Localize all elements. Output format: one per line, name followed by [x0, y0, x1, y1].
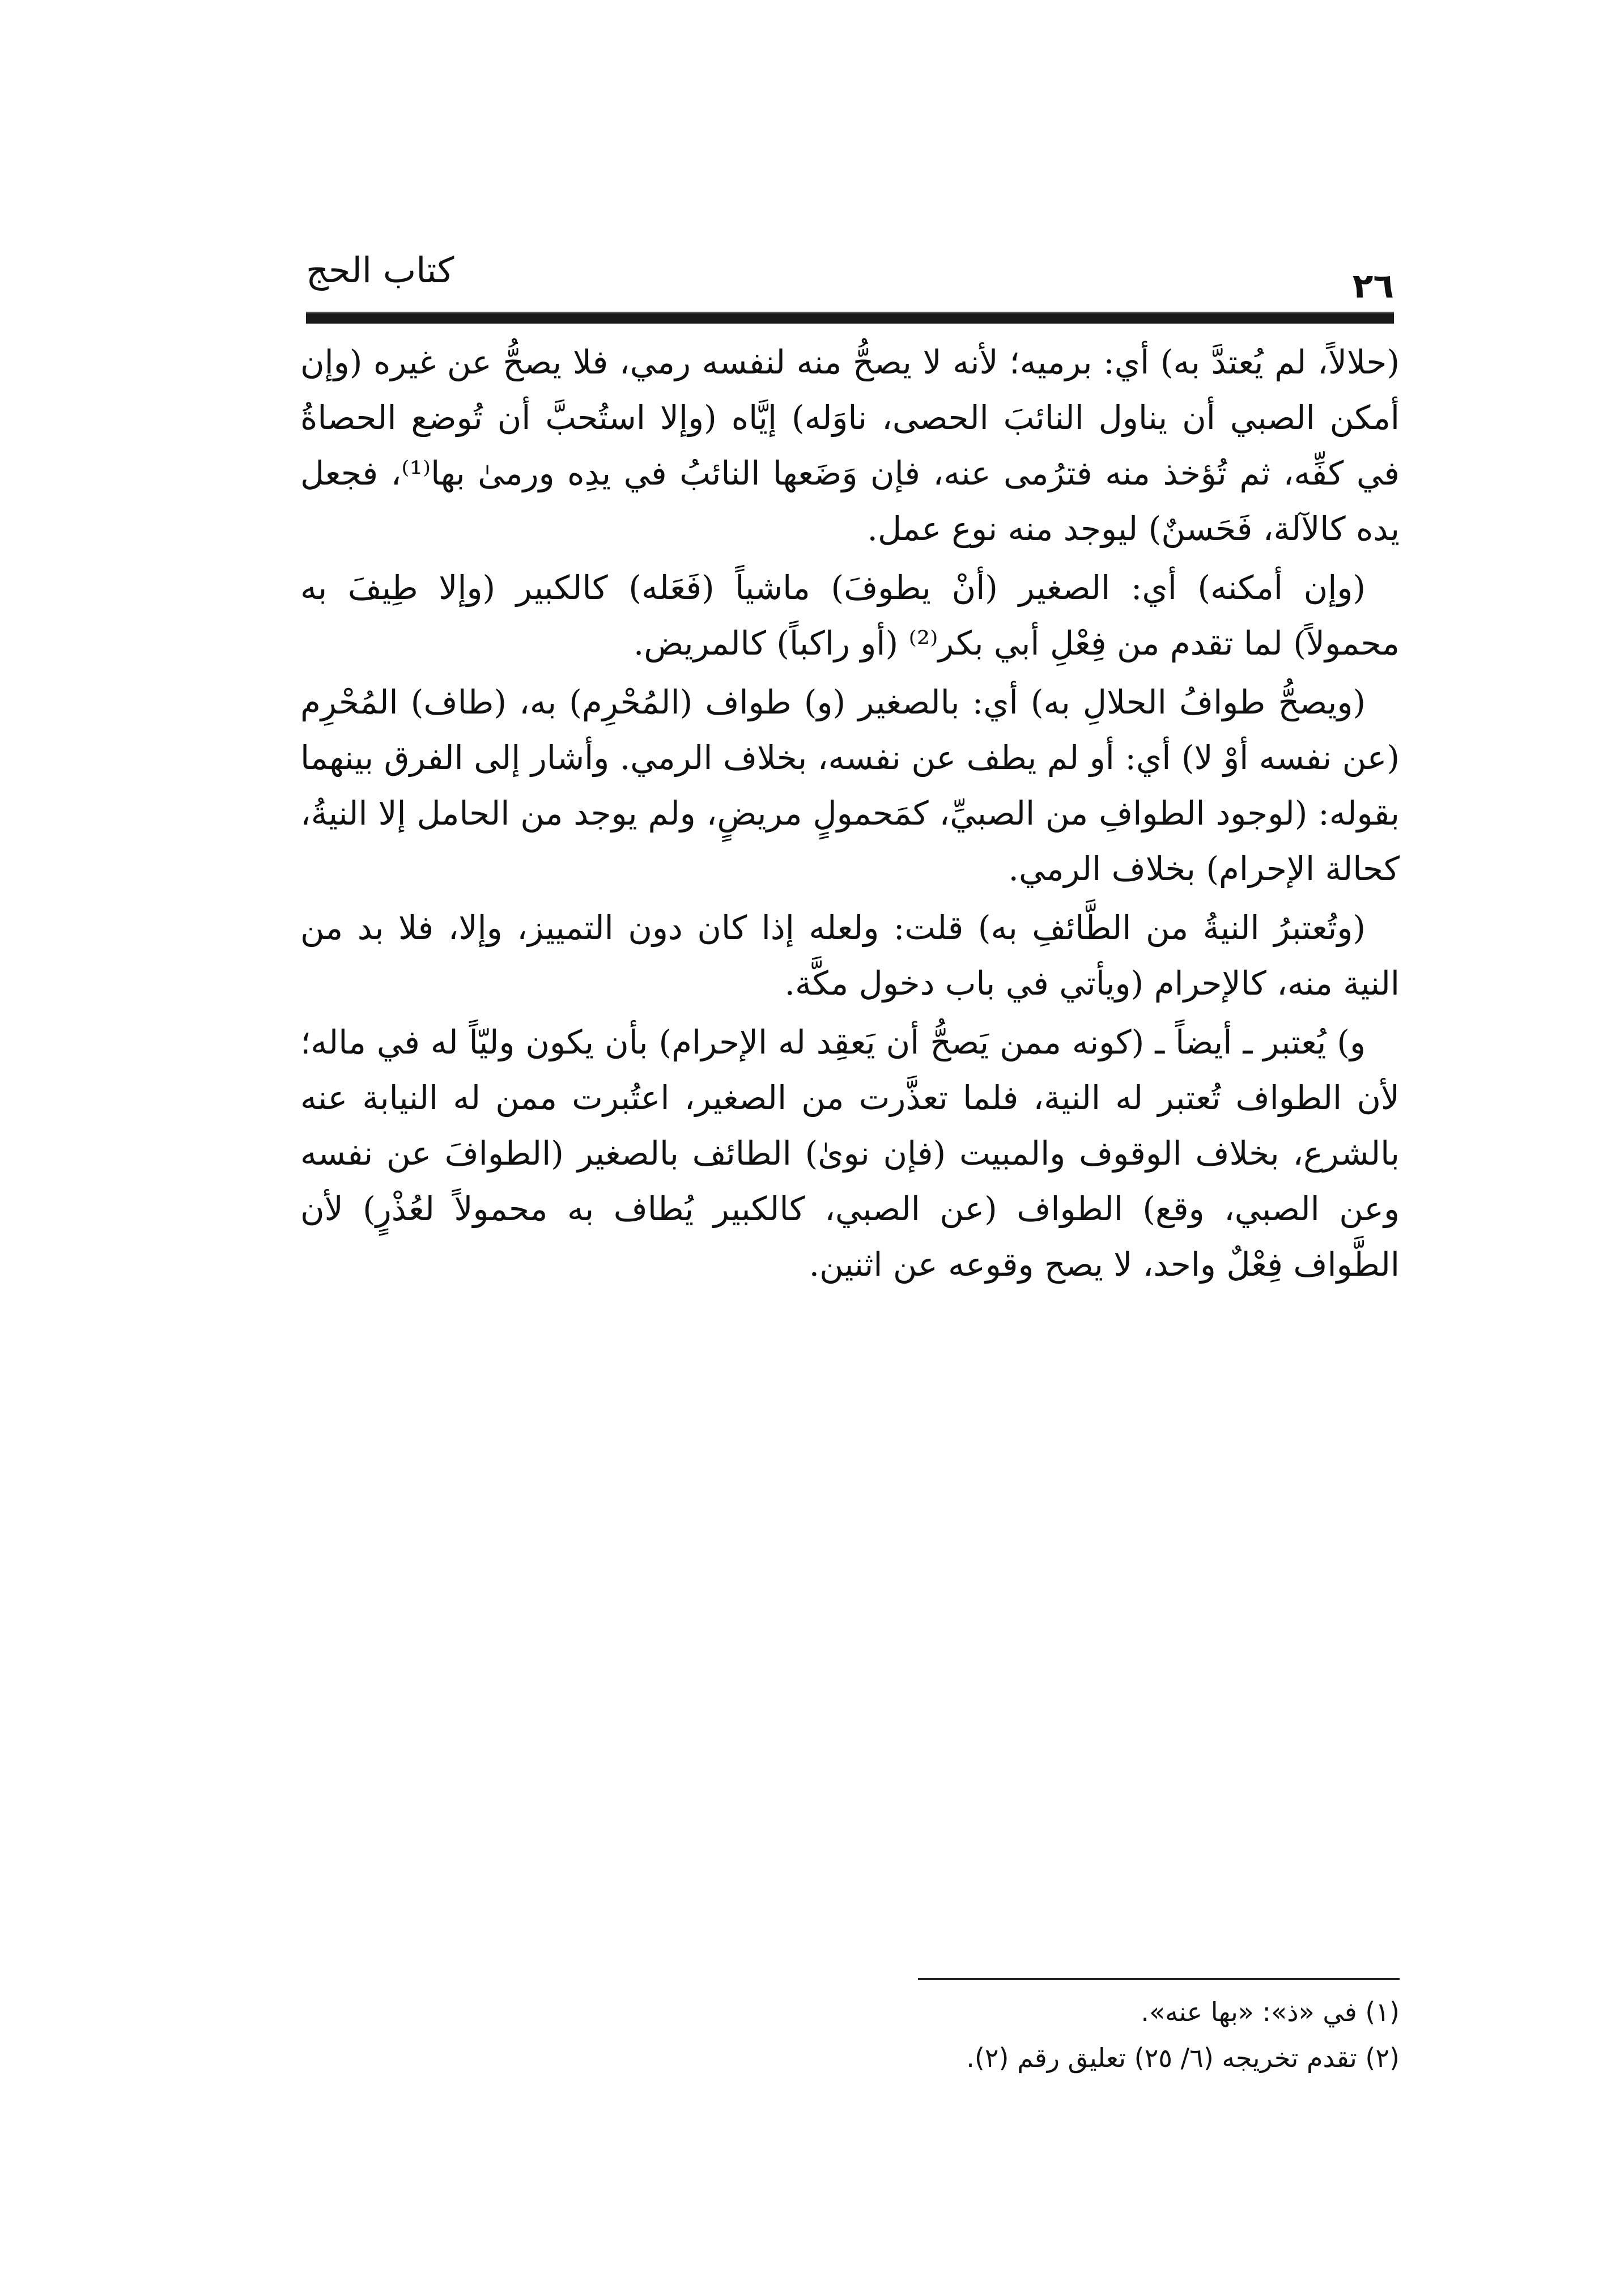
footnote: (١) في «ذ»: «بها عنه».	[1141, 1997, 1400, 2027]
paragraph: (وإن أمكنه) أي: الصغير (أنْ يطوفَ) ماشياً (فَعَله) كالكبير (وإلا طِيفَ به محمولاً) لما تقدم من فِعْلِ أبي بكر⁽²⁾ (أو راكباً) كالمريض.	[300, 568, 1400, 663]
running-title: كتاب الحج	[306, 249, 454, 291]
footnotes	[680, 1989, 1400, 2080]
paragraph: (ويصحُّ طوافُ الحلالِ به) أي: بالصغير (و) طواف (المُحْرِم) به، (طاف) المُحْرِم (عن نفسه أوْ لا) أي: أو لم يطف عن نفسه، بخلاف الرمي. وأشار إلى الفرق بينهما بقوله: (لوجود الطوافِ من الصبيِّ، كمَحمولٍ مريضٍ، ولم يوجد من الحامل إلا النيةُ، كحالة الإحرام) بخلاف الرمي.	[300, 683, 1400, 889]
paragraph: (وتُعتبرُ النيةُ من الطَّائفِ به) قلت: ولعله إذا كان دون التمييز، وإلا، فلا بد من النية منه، كالإحرام (ويأتي في باب دخول مكَّة.	[300, 908, 1400, 1003]
paragraph: و) يُعتبر ـ أيضاً ـ (كونه ممن يَصحُّ أن يَعقِد له الإحرام) بأن يكون وليّاً له في ماله؛ لأن الطواف تُعتبر له النية، فلما تعذَّرت من الصغير، اعتُبرت ممن له النيابة عنه بالشرع، بخلاف الوقوف والمبيت (فإن نوىٰ) الطائف بالصغير (الطوافَ عن نفسه وعن الصبي، وقع) الطواف (عن الصبي، كالكبير يُطاف به محمولاً لعُذْرٍ) لأن الطَّواف فِعْلٌ واحد، لا يصح وقوعه عن اثنين.	[300, 1023, 1400, 1284]
page-number: ٢٦	[1352, 266, 1394, 306]
footnote-separator	[918, 1978, 1400, 1980]
page-header	[306, 244, 1394, 323]
footnote: (٢) تقدم تخريجه (٦/ ٢٥) تعليق رقم (٢).	[966, 2042, 1400, 2073]
header-rule	[306, 312, 1394, 324]
main-text	[300, 334, 1400, 1296]
paragraph: (حلالاً، لم يُعتدَّ به) أي: برميه؛ لأنه لا يصحُّ منه لنفسه رمي، فلا يصحُّ عن غيره (وإن أمكن الصبي أن يناول النائبَ الحصى، ناوَله) إيَّاه (وإلا استُحبَّ أن تُوضع الحصاةُ في كفِّه، ثم تُؤخذ منه فترُمى عنه، فإن وَضَعها النائبُ في يدِه ورمىٰ بها⁽¹⁾، فجعل يده كالآلة، فَحَسنٌ) ليوجد منه نوع عمل.	[300, 343, 1400, 549]
